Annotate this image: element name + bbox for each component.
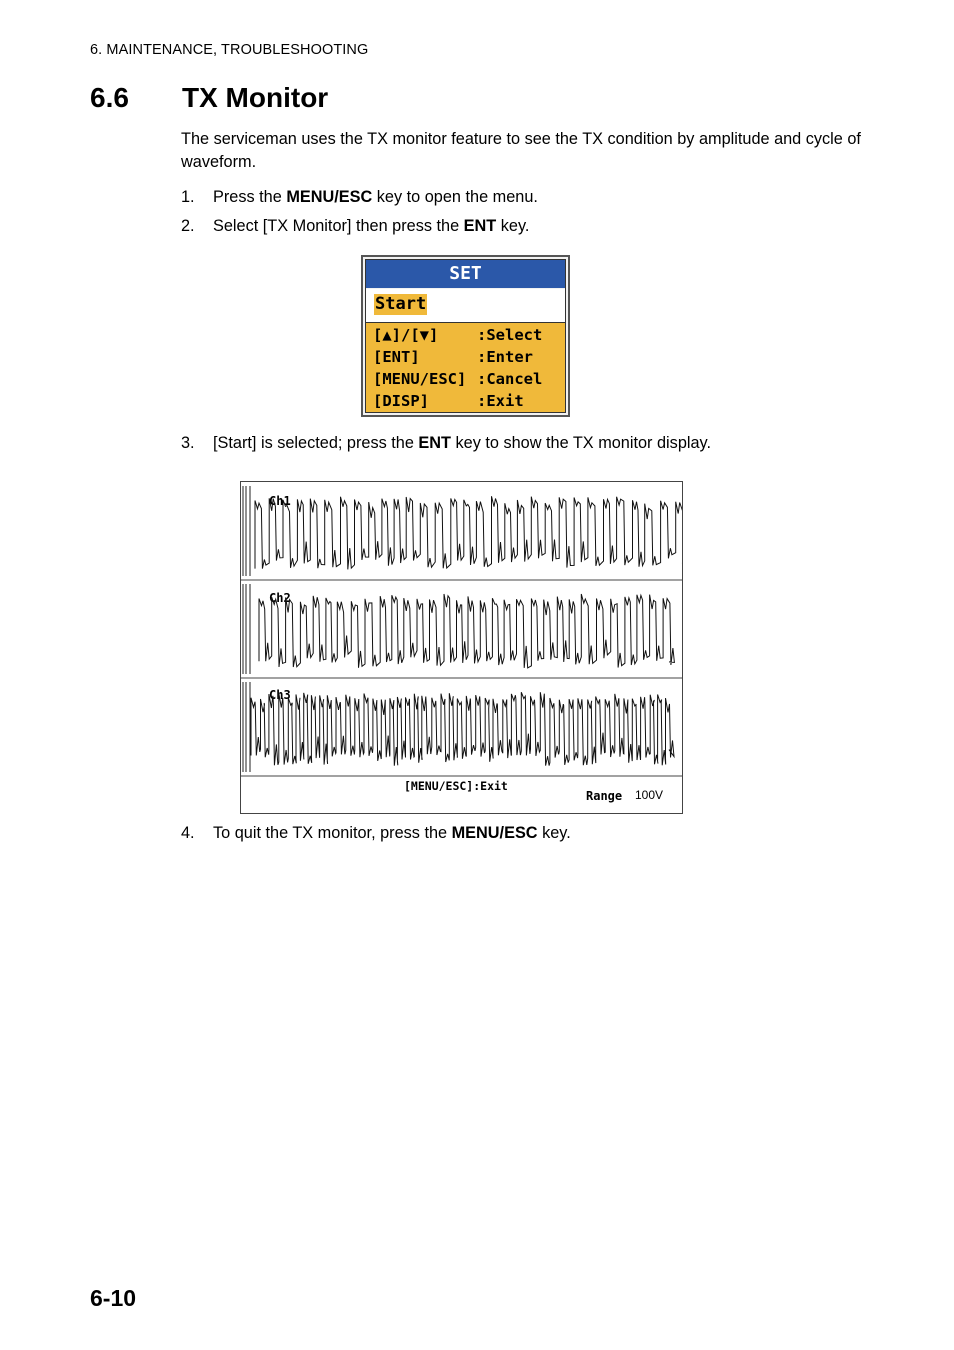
step-number: 2.: [181, 217, 195, 235]
key-name: ENT: [463, 217, 497, 235]
step-text: To quit the TX monitor, press the: [213, 824, 452, 842]
waveform-ch2: [259, 594, 674, 668]
step-text: Press the: [213, 188, 287, 206]
help-key: [ENT]: [373, 348, 420, 366]
set-menu-item-row: [366, 289, 565, 323]
intro-paragraph: The serviceman uses the TX monitor feature to see the TX condition by amplitude and cycle of waveform.: [181, 130, 861, 171]
start-menu-item[interactable]: Start: [375, 294, 427, 314]
step-text: [Start] is selected; press the: [213, 434, 419, 452]
step-4: [181, 822, 571, 844]
key-name: MENU/ESC: [451, 824, 538, 842]
section-title-text: TX Monitor: [182, 82, 329, 113]
set-menu-title: SET: [366, 260, 565, 288]
set-menu-help-panel: [366, 323, 565, 412]
step-1: [181, 186, 538, 208]
range-value: 100V: [635, 788, 664, 802]
step-number: 4.: [181, 824, 195, 842]
ch2-label: Ch2: [269, 591, 291, 605]
set-menu-screenshot: [361, 255, 570, 417]
step-number: 3.: [181, 434, 195, 452]
set-menu-frame: [365, 259, 566, 413]
step-number: 1.: [181, 188, 195, 206]
step-3: [181, 432, 711, 454]
waveform-ch1: [255, 496, 682, 569]
tx-exit-hint: [MENU/ESC]:Exit: [404, 779, 508, 793]
step-text: key to show the TX monitor display.: [450, 434, 711, 452]
waveform-ch3: [251, 692, 674, 766]
help-row-cancel: [373, 368, 542, 390]
help-row-select: [373, 324, 542, 346]
key-name: MENU/ESC: [286, 188, 373, 206]
range-label: Range: [586, 789, 623, 803]
ch1-label: Ch1: [269, 494, 291, 508]
key-name: ENT: [418, 434, 451, 452]
step-text: key.: [496, 217, 530, 235]
ch3-label: Ch3: [269, 688, 291, 702]
help-action: :Enter: [477, 348, 533, 366]
help-action: :Cancel: [477, 370, 543, 388]
tx-waveform-plot: [241, 482, 682, 813]
step-2: [181, 215, 529, 237]
tx-monitor-display: [240, 481, 683, 814]
page-number: 6-10: [90, 1285, 137, 1311]
section-title: [90, 82, 328, 114]
running-head: 6. MAINTENANCE, TROUBLESHOOTING: [90, 42, 369, 58]
help-key: [DISP]: [373, 392, 429, 410]
help-row-enter: [373, 346, 533, 368]
help-row-exit: [373, 390, 524, 412]
section-number: 6.6: [90, 82, 129, 113]
step-text: Select [TX Monitor] then press the: [213, 217, 464, 235]
help-key: [▲]/[▼]: [373, 326, 439, 344]
help-action: :Exit: [477, 392, 524, 410]
help-action: :Select: [477, 326, 543, 344]
step-text: key.: [537, 824, 571, 842]
help-key: [MENU/ESC]: [373, 370, 467, 388]
step-text: key to open the menu.: [372, 188, 538, 206]
